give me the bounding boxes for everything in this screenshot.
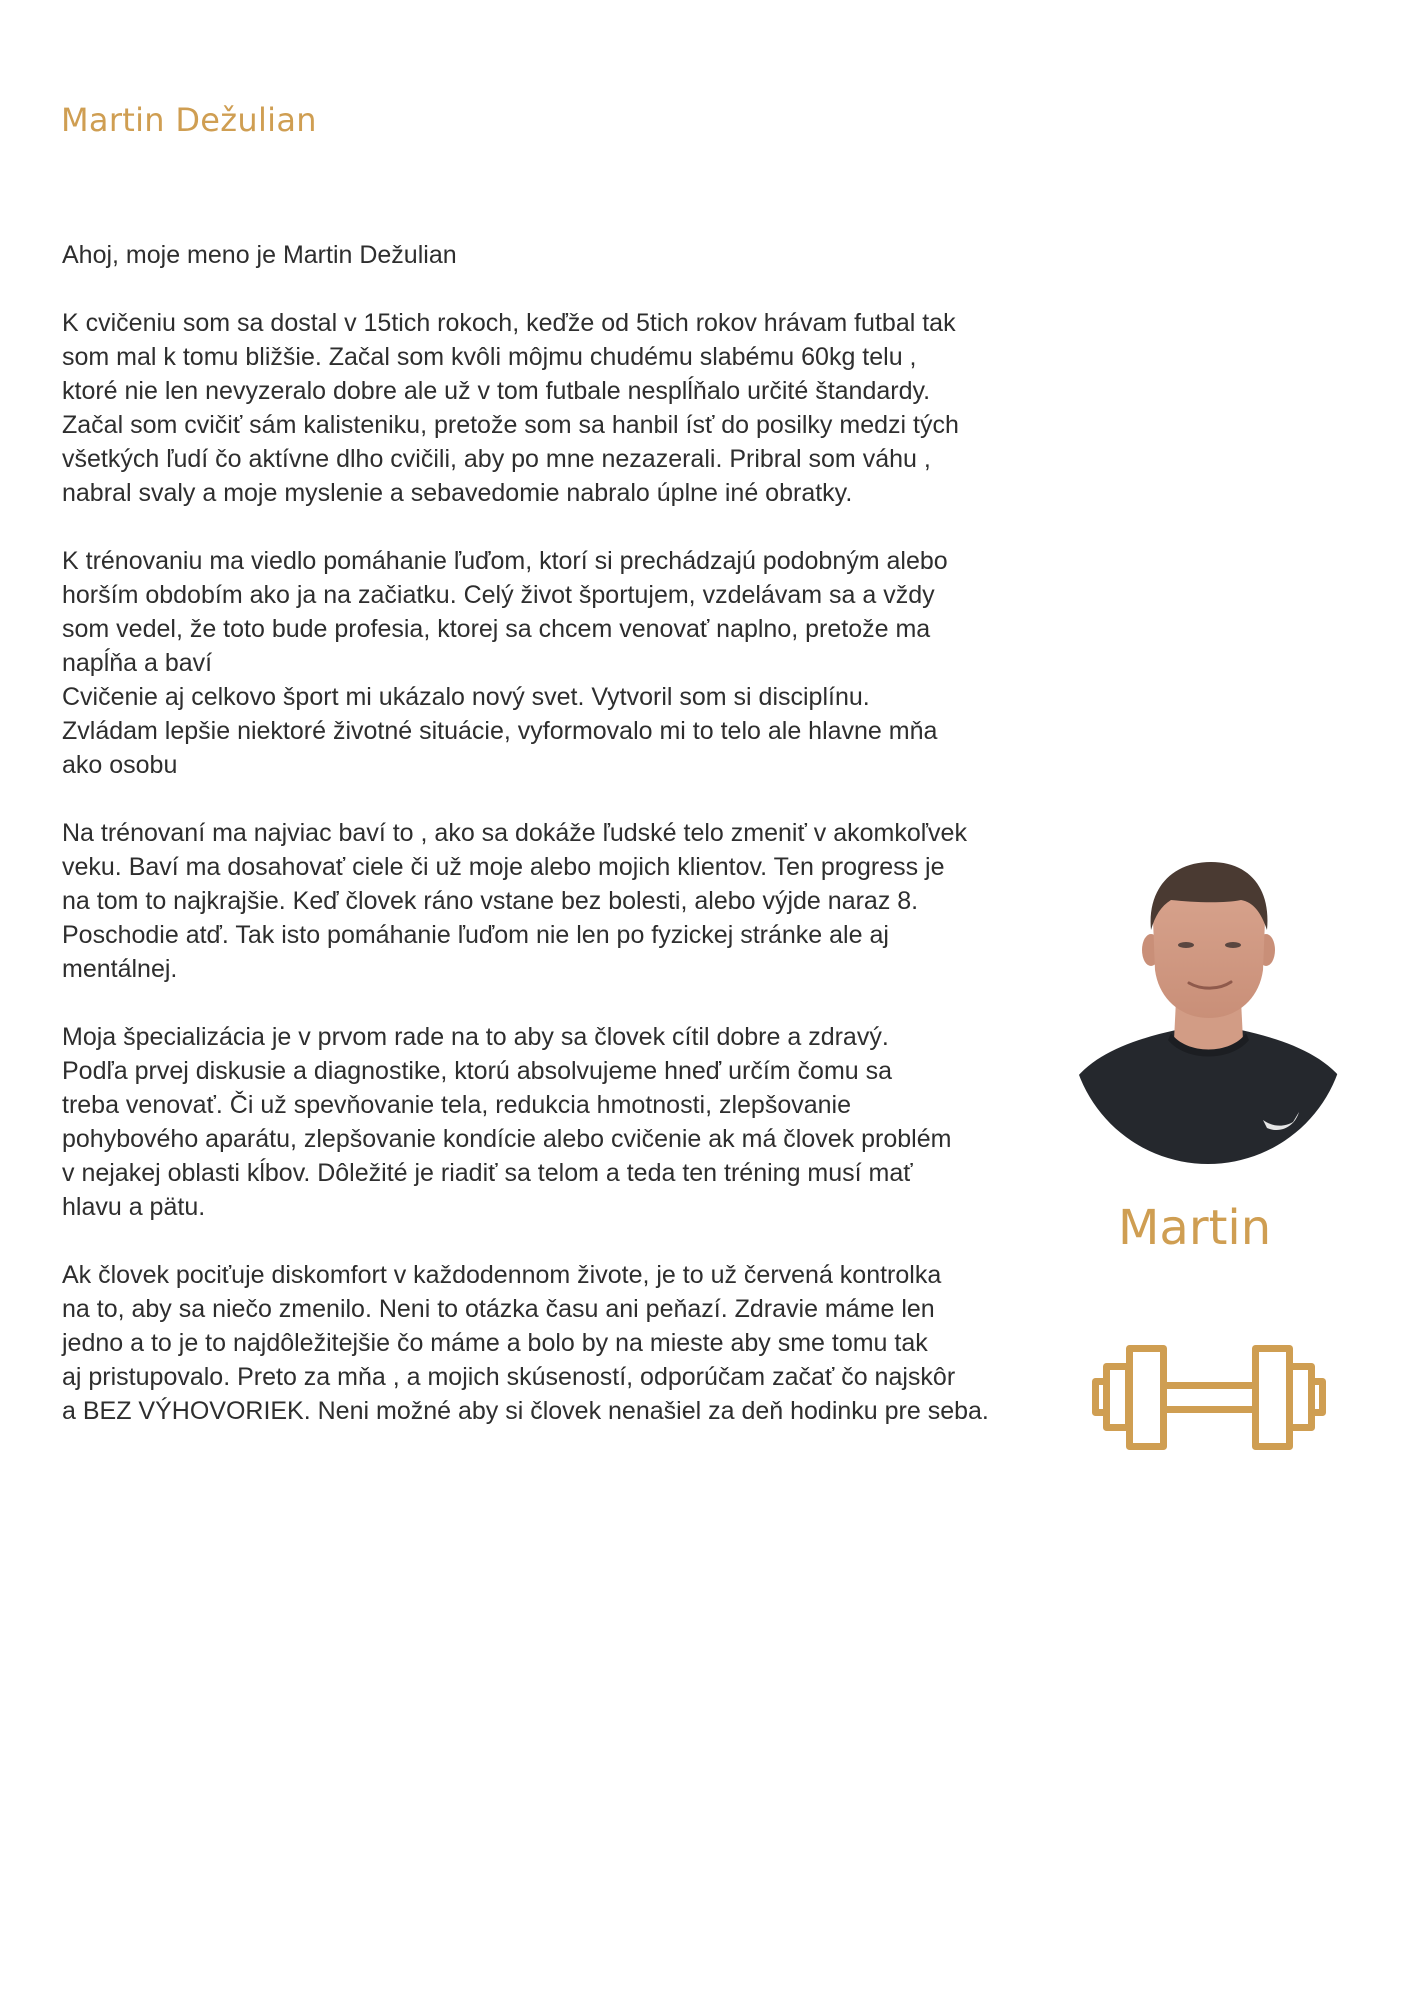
bio-text [62,238,1062,1462]
text-line: som mal k tomu bližšie. Začal som kvôli môjmu chudému slabému 60kg telu , [62,343,917,371]
bio-paragraph-1 [62,306,1062,510]
text-line: nabral svaly a moje myslenie a sebavedomie nabralo úplne iné obratky. [62,479,853,507]
text-line: jedno a to je to najdôležitejšie čo máme a bolo by na mieste aby sme tomu tak [62,1329,928,1357]
text-line: mentálnej. [62,955,178,983]
text-line: Moja špecializácia je v prvom rade na to aby sa človek cítil dobre a zdravý. [62,1023,889,1051]
bio-paragraph-2 [62,544,1062,782]
text-line: pohybového aparátu, zlepšovanie kondície alebo cvičenie ak má človek problém [62,1125,952,1153]
dumbbell-icon [1088,1340,1330,1455]
text-line: a BEZ VÝHOVORIEK. Neni možné aby si človek nenašiel za deň hodinku pre seba. [62,1397,989,1425]
text-line: napĺňa a baví [62,649,213,677]
text-line: ktoré nie len nevyzeralo dobre ale už v tom futbale nesplĺňalo určité štandardy. [62,377,931,405]
intro-paragraph [62,238,1062,272]
text-line: som vedel, že toto bude profesia, ktorej sa chcem venovať naplno, pretože ma [62,615,931,643]
text-line: na tom to najkrajšie. Keď človek ráno vstane bez bolesti, alebo výjde naraz 8. [62,887,919,915]
text-line: treba venovať. Či už spevňovanie tela, redukcia hmotnosti, zlepšovanie [62,1091,851,1119]
text-line: Začal som cvičiť sám kalisteniku, pretože som sa hanbil ísť do posilky medzi tých [62,411,959,439]
bio-paragraph-5 [62,1258,1062,1428]
bio-paragraph-4 [62,1020,1062,1224]
trainer-name: Martin [1118,1200,1272,1256]
text-line: Zvládam lepšie niektoré životné situácie, vyformovalo mi to telo ale hlavne mňa [62,717,938,745]
bio-paragraph-3 [62,816,1062,986]
text-line: v nejakej oblasti kĺbov. Dôležité je riadiť sa telom a teda ten tréning musí mať [62,1159,913,1187]
profile-photo [1071,850,1346,1165]
text-line: Na trénovaní ma najviac baví to , ako sa dokáže ľudské telo zmeniť v akomkoľvek [62,819,967,847]
text-line: na to, aby sa niečo zmenilo. Neni to otázka času ani peňazí. Zdravie máme len [62,1295,935,1323]
text-line: Cvičenie aj celkovo šport mi ukázalo nový svet. Vytvoril som si disciplínu. [62,683,870,711]
text-line: horším obdobím ako ja na začiatku. Celý život športujem, vzdelávam sa a vždy [62,581,935,609]
text-line: Ak človek pociťuje diskomfort v každodennom živote, je to už červená kontrolka [62,1261,942,1289]
text-line: Podľa prvej diskusie a diagnostike, ktorú absolvujeme hneď určím čomu sa [62,1057,893,1085]
text-line: Poschodie atď. Tak isto pomáhanie ľuďom nie len po fyzickej stránke ale aj [62,921,889,949]
text-line: K trénovaniu ma viedlo pomáhanie ľuďom, ktorí si prechádzajú podobným alebo [62,547,948,575]
text-line: aj pristupovalo. Preto za mňa , a mojich skúseností, odporúčam začať čo najskôr [62,1363,956,1391]
text-line: ako osobu [62,751,178,779]
page-title: Martin Dežulian [61,101,317,139]
portrait-illustration [1071,850,1346,1165]
intro-line: Ahoj, moje meno je Martin Dežulian [62,241,457,269]
text-line: K cvičeniu som sa dostal v 15tich rokoch, keďže od 5tich rokov hrávam futbal tak [62,309,956,337]
text-line: veku. Baví ma dosahovať ciele či už moje alebo mojich klientov. Ten progress je [62,853,945,881]
text-line: všetkých ľudí čo aktívne dlho cvičili, aby po mne nezazerali. Pribral som váhu , [62,445,931,473]
text-line: hlavu a pätu. [62,1193,206,1221]
